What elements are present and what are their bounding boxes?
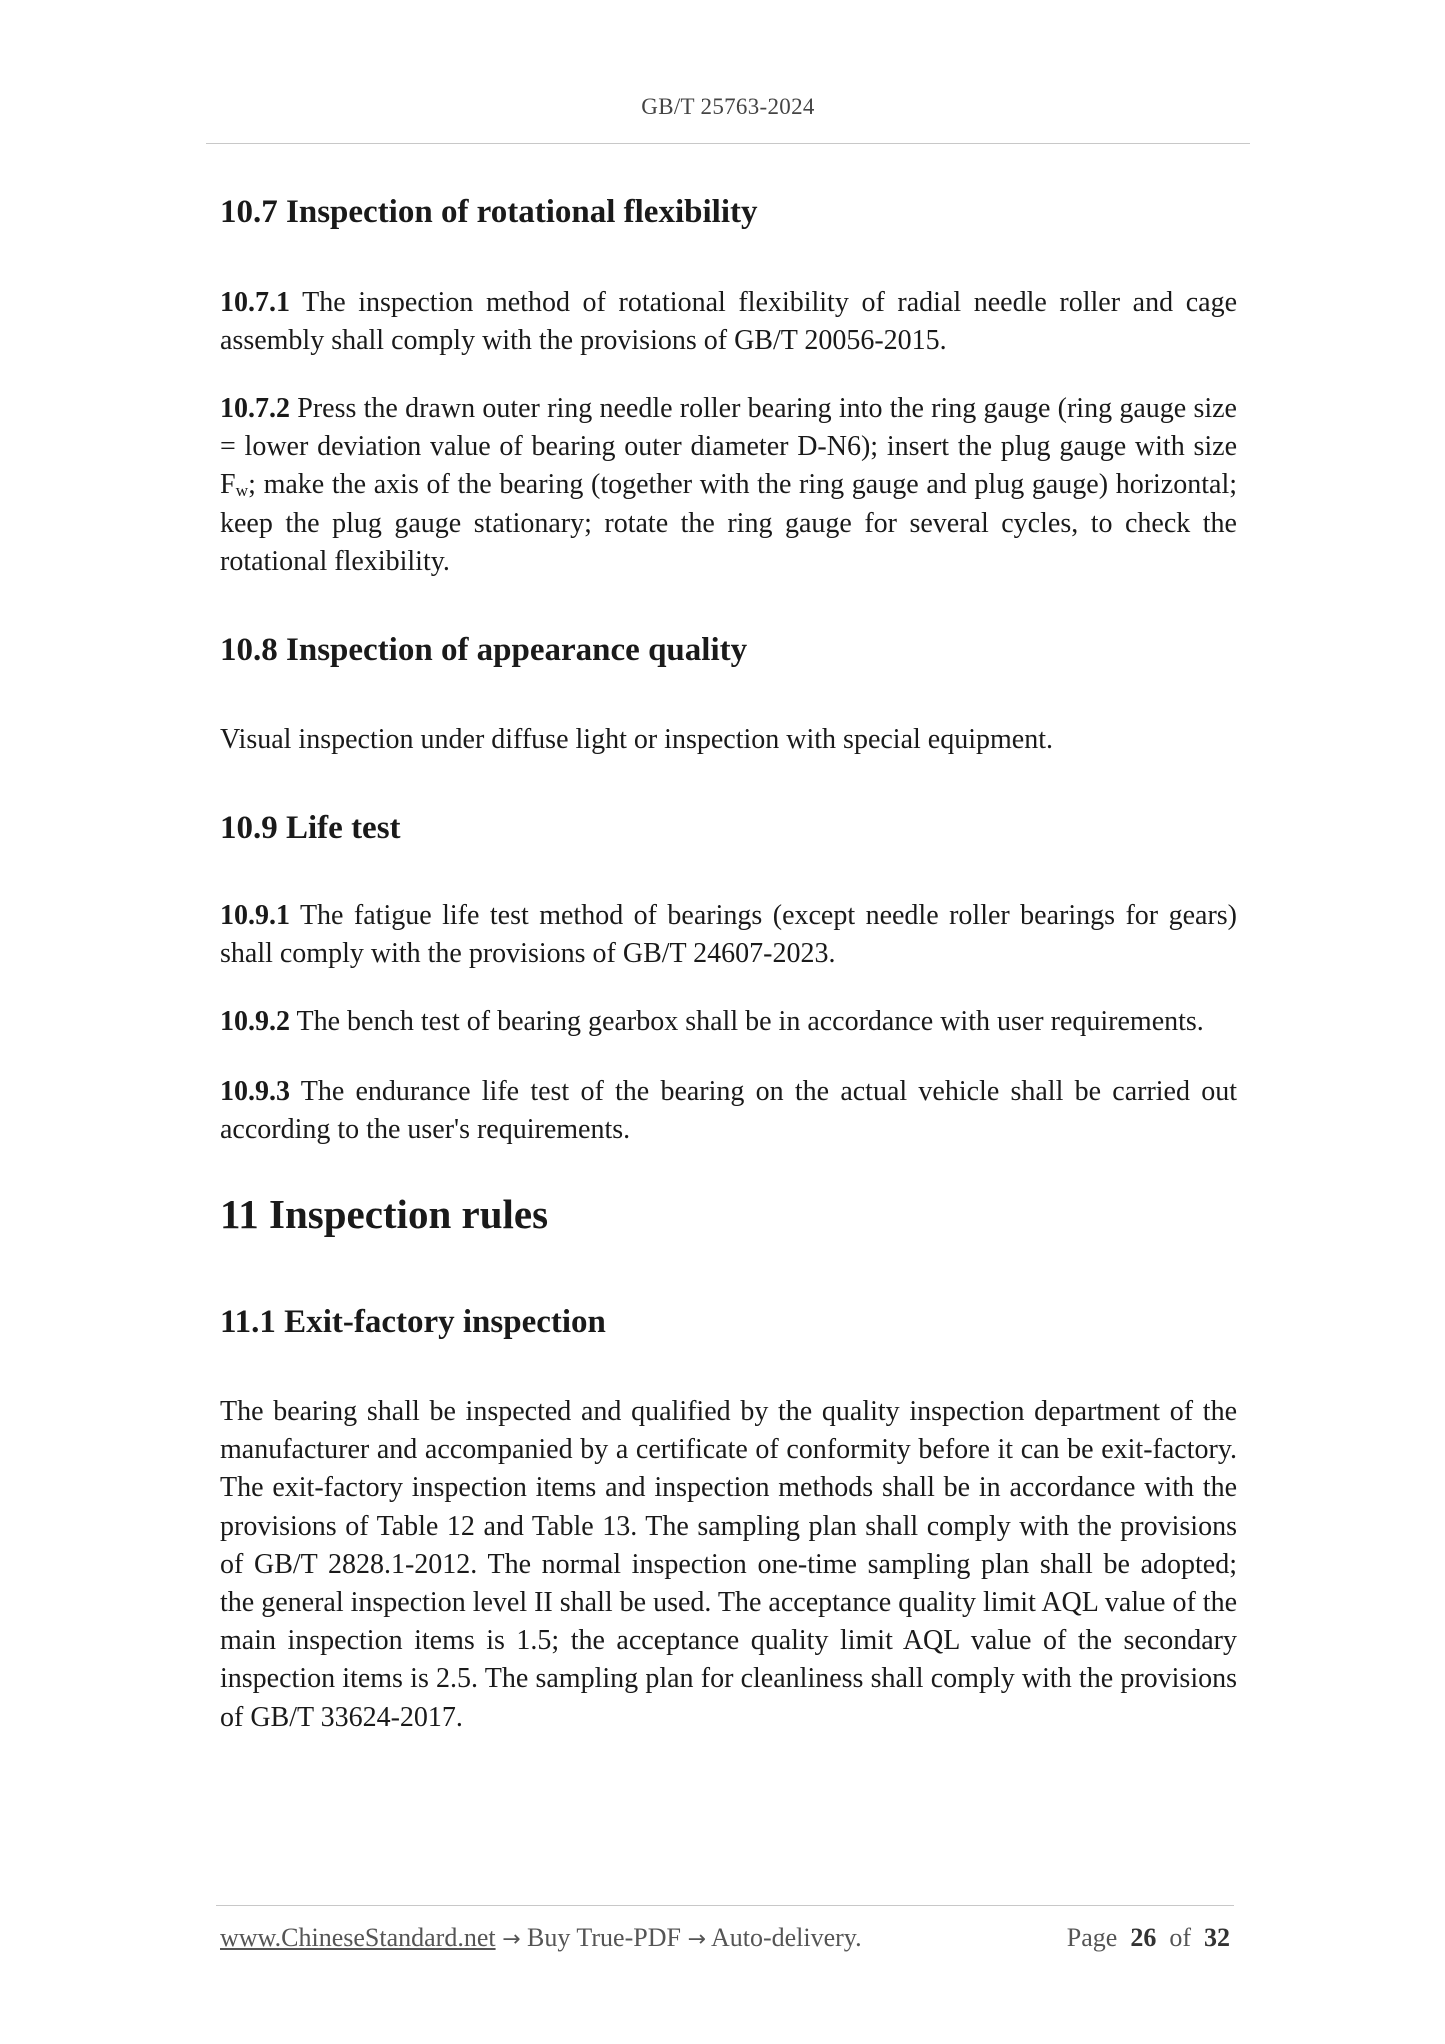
of-label: of <box>1169 1923 1191 1952</box>
heading-10-7: 10.7 Inspection of rotational flexibility <box>220 194 758 230</box>
clause-text-cont: ; make the axis of the bearing (together with the ring gauge and plug gauge) horizontal; keep the plug gauge stationary; rotate the ring gauge for several cycles, to check the rotational flexibility. <box>220 469 1237 577</box>
total-pages: 32 <box>1204 1923 1230 1952</box>
clause-number: 10.7.2 <box>220 393 290 424</box>
clause-10-9-1 <box>220 897 1237 973</box>
page-indicator <box>1067 1923 1230 1953</box>
buy-true-pdf-text: Buy True-PDF <box>520 1923 688 1952</box>
clause-text: The inspection method of rotational flexibility of radial needle roller and cage assembly shall comply with the provisions of GB/T 20056-2015. <box>220 287 1237 357</box>
heading-10-8: 10.8 Inspection of appearance quality <box>220 632 748 668</box>
heading-11: 11 Inspection rules <box>220 1191 549 1237</box>
clause-10-9-2 <box>220 1003 1237 1041</box>
clause-text: The endurance life test of the bearing on the actual vehicle shall be carried out according to the user's requirements. <box>220 1076 1237 1146</box>
clause-10-7-2 <box>220 390 1237 581</box>
auto-delivery-text: Auto-delivery. <box>705 1923 862 1952</box>
heading-10-9: 10.9 Life test <box>220 810 401 846</box>
clause-10-9-3 <box>220 1073 1237 1149</box>
page-footer <box>220 1923 1230 1953</box>
page-label: Page <box>1066 1923 1118 1952</box>
site-link[interactable]: www.ChineseStandard.net <box>220 1923 496 1952</box>
clause-number: 10.9.1 <box>220 900 290 931</box>
clause-text: Press the drawn outer ring needle roller bearing into the ring gauge (ring gauge size = lower deviation value of bearing outer diameter D-N6); insert the plug gauge with size F <box>220 393 1237 501</box>
clause-text: The fatigue life test method of bearings (except needle roller bearings for gears) shall comply with the provisions of GB/T 24607-2023. <box>220 900 1237 970</box>
clause-number: 10.9.2 <box>220 1006 290 1037</box>
arrow-right-icon: → <box>502 1927 521 1952</box>
clause-number: 10.7.1 <box>220 287 290 318</box>
clause-text: The bench test of bearing gearbox shall be in accordance with user requirements. <box>290 1006 1204 1037</box>
header-divider <box>206 143 1250 144</box>
clause-number: 10.9.3 <box>220 1076 290 1107</box>
clause-10-8-text: Visual inspection under diffuse light or inspection with special equipment. <box>220 724 1053 755</box>
footer-divider <box>216 1905 1234 1906</box>
fw-subscript: w <box>235 481 249 501</box>
arrow-right-icon: → <box>687 1927 706 1952</box>
heading-11-1: 11.1 Exit-factory inspection <box>220 1304 606 1340</box>
running-header: GB/T 25763-2024 <box>641 94 815 119</box>
clause-11-1-text: The bearing shall be inspected and qualified by the quality inspection department of the manufacturer and accompanied by a certificate of conformity before it can be exit-factory. The exit-factory inspection items and inspection methods shall be in accordance with the provisions of Table 12 and Table 13. The sampling plan shall comply with the provisions of GB/T 2828.1-2012. The normal inspection one-time sampling plan shall be adopted; the general inspection level II shall be used. The acceptance quality limit AQL value of the main inspection items is 1.5; the acceptance quality limit AQL value of the secondary inspection items is 2.5. The sampling plan for cleanliness shall comply with the provisions of GB/T 33624-2017. <box>220 1396 1237 1733</box>
page-number: 26 <box>1130 1923 1157 1952</box>
clause-10-7-1 <box>220 284 1237 360</box>
